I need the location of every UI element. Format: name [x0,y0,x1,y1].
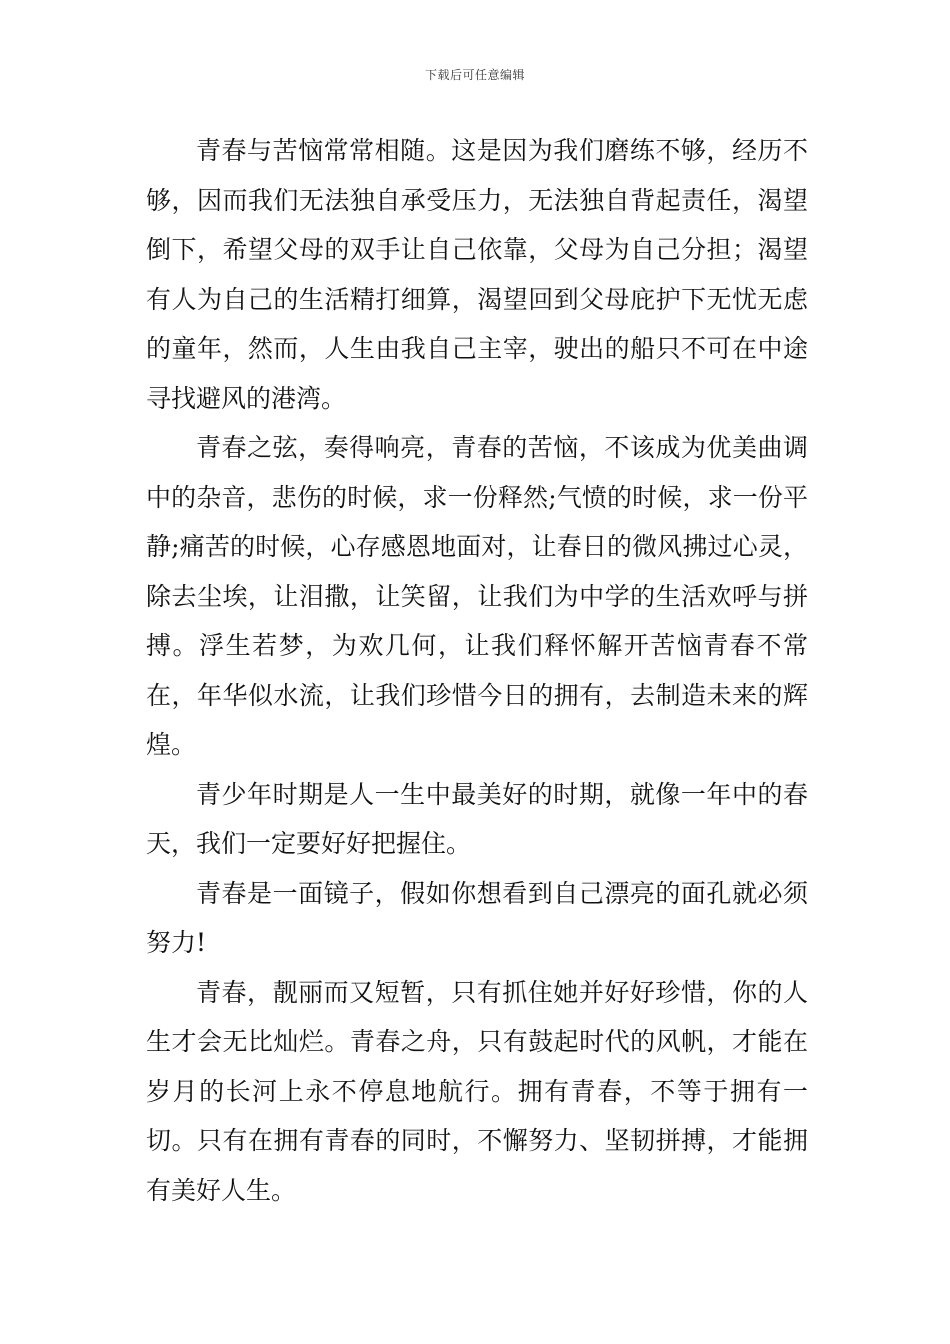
document-body [146,126,808,1215]
paragraph-5: 青春，靓丽而又短暂，只有抓住她并好好珍惜，你的人生才会无比灿烂。青春之舟，只有鼓起时代的风帆，才能在岁月的长河上永不停息地航行。拥有青春，不等于拥有一切。只有在拥有青春的同时，不懈努力、坚韧拼搏，才能拥有美好人生。 [146,977,808,1205]
paragraph-1: 青春与苦恼常常相随。这是因为我们磨练不够，经历不够，因而我们无法独自承受压力，无法独自背起责任，渴望倒下，希望父母的双手让自己依靠，父母为自己分担；渴望有人为自己的生活精打细算，渴望回到父母庇护下无忧无虑的童年，然而，人生由我自己主宰，驶出的船只不可在中途寻找避风的港湾。 [146,136,808,413]
page-header: 下载后可任意编辑 [424,68,525,82]
paragraph-2: 青春之弦，奏得响亮，青春的苦恼，不该成为优美曲调中的杂音，悲伤的时候，求一份释然;气愤的时候，求一份平静;痛苦的时候，心存感恩地面对，让春日的微风拂过心灵，除去尘埃，让泪撒，让笑留，让我们为中学的生活欢呼与拼搏。浮生若梦，为欢几何，让我们释怀解开苦恼青春不常在，年华似水流，让我们珍惜今日的拥有，去制造未来的辉煌。 [146,433,808,759]
paragraph-4: 青春是一面镜子，假如你想看到自己漂亮的面孔就必须努力! [146,878,808,957]
paragraph-3: 青少年时期是人一生中最美好的时期，就像一年中的春天，我们一定要好好把握住。 [146,779,808,858]
